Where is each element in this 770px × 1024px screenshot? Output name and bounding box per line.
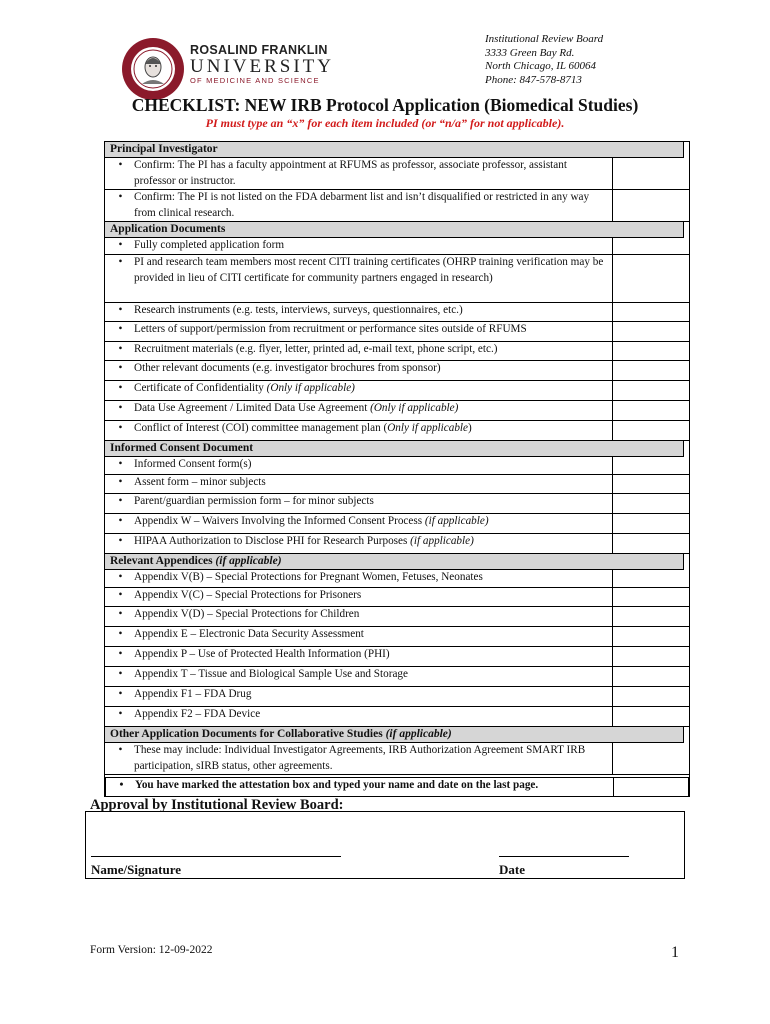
bullet-icon: • <box>118 304 123 316</box>
bullet-icon: • <box>118 744 123 756</box>
checkbox-cell[interactable] <box>613 475 685 493</box>
item-text <box>134 707 612 726</box>
bullet-icon: • <box>118 382 123 394</box>
checklist-item <box>105 743 613 774</box>
item-label: Appendix V(D) – Special Protections for Children <box>134 608 360 620</box>
item-note: Only if applicable <box>387 422 468 434</box>
attestation-text: You have marked the attestation box and typed your name and date on the last page. <box>135 779 539 791</box>
checklist-item <box>105 401 613 420</box>
checklist-row <box>105 743 689 775</box>
checkbox-cell[interactable] <box>613 570 685 587</box>
checkbox-cell[interactable] <box>613 190 685 221</box>
checklist-item <box>105 534 613 553</box>
item-text <box>134 534 612 553</box>
checklist-item <box>105 707 613 726</box>
checklist-row <box>105 475 689 494</box>
attestation-checkbox[interactable] <box>614 778 686 796</box>
checkbox-cell[interactable] <box>613 342 685 360</box>
checkbox-cell[interactable] <box>613 158 685 189</box>
checklist-row <box>105 514 689 534</box>
checklist-row <box>105 647 689 667</box>
section-header-text: Application Documents <box>110 223 226 235</box>
bullet-icon: • <box>118 343 123 355</box>
section-header-informed-consent-document <box>105 441 684 457</box>
item-label: Appendix V(C) – Special Protections for Prisoners <box>134 589 362 601</box>
checklist-row <box>105 401 689 421</box>
checklist-item <box>105 570 613 587</box>
checkbox-cell[interactable] <box>613 401 685 420</box>
address-line-3: North Chicago, IL 60064 <box>485 60 597 72</box>
checkbox-cell[interactable] <box>613 514 685 533</box>
item-text <box>134 647 612 666</box>
checklist-row <box>105 707 689 727</box>
item-text <box>134 607 612 626</box>
item-text <box>134 687 612 706</box>
checklist-item <box>105 627 613 646</box>
checklist-row <box>105 534 689 554</box>
item-text <box>134 667 612 686</box>
approval-box <box>85 811 685 879</box>
name-signature-label: Name/Signature <box>91 862 182 877</box>
item-text <box>134 570 612 587</box>
checklist-row <box>105 342 689 361</box>
university-logo <box>120 36 334 98</box>
checklist-item <box>105 238 613 254</box>
bullet-icon: • <box>118 159 123 171</box>
item-label: Assent form – minor subjects <box>134 476 266 488</box>
approval-heading: Approval by Institutional Review Board: <box>90 797 344 813</box>
checklist-item <box>105 421 613 440</box>
item-text <box>134 381 612 400</box>
item-text <box>134 421 612 440</box>
checkbox-cell[interactable] <box>613 361 685 380</box>
item-text <box>134 457 612 474</box>
checklist-item <box>105 607 613 626</box>
item-label: Appendix E – Electronic Data Security Assessment <box>134 628 364 640</box>
item-text <box>134 303 612 321</box>
item-label: Parent/guardian permission form – for minor subjects <box>134 495 374 507</box>
checklist-item <box>105 494 613 513</box>
item-text <box>134 514 612 533</box>
logo-university-line: UNIVERSITY <box>190 56 334 77</box>
university-seal-icon <box>120 36 186 102</box>
checkbox-cell[interactable] <box>613 647 685 666</box>
checklist-row <box>105 687 689 707</box>
item-text <box>134 743 612 774</box>
checklist-row <box>105 421 689 441</box>
item-text <box>134 238 612 254</box>
bullet-icon: • <box>118 535 123 547</box>
checkbox-cell[interactable] <box>613 607 685 626</box>
item-note: (Only if applicable) <box>370 402 459 414</box>
section-header-text: Relevant Appendices <box>110 555 216 567</box>
bullet-icon: • <box>118 239 123 251</box>
item-note: (Only if applicable) <box>266 382 355 394</box>
address-line-1: Institutional Review Board <box>485 33 604 45</box>
item-label: Fully completed application form <box>134 239 285 251</box>
checklist-item <box>105 647 613 666</box>
checklist-row <box>105 667 689 687</box>
checkbox-cell[interactable] <box>613 667 685 686</box>
bullet-icon: • <box>118 402 123 414</box>
bullet-icon: • <box>118 571 123 583</box>
item-label: Recruitment materials (e.g. flyer, letter, printed ad, e-mail text, phone script, etc.) <box>134 343 498 355</box>
section-header-text: Principal Investigator <box>110 143 218 155</box>
item-text <box>134 255 612 302</box>
checklist-item <box>105 667 613 686</box>
checklist-table <box>104 141 690 797</box>
item-label: Appendix T – Tissue and Biological Sample Use and Storage <box>134 668 408 680</box>
section-header-note: (if applicable) <box>385 728 452 740</box>
checkbox-cell[interactable] <box>613 457 685 474</box>
item-label: Data Use Agreement / Limited Data Use Agreement <box>134 402 371 414</box>
bullet-icon: • <box>118 191 123 203</box>
checklist-row <box>105 570 689 588</box>
bullet-icon: • <box>118 708 123 720</box>
bullet-icon: • <box>118 515 123 527</box>
checklist-item <box>105 190 613 221</box>
checkbox-cell[interactable] <box>613 421 685 440</box>
irb-address <box>485 33 603 87</box>
instruction-subtitle: PI must type an “x” for each item included (or “n/a” for not applicable). <box>205 116 565 130</box>
address-line-2: 3333 Green Bay Rd. <box>485 46 575 59</box>
checkbox-cell[interactable] <box>613 627 685 646</box>
checklist-item <box>106 778 614 796</box>
item-note: (if applicable) <box>424 515 489 527</box>
bullet-icon: • <box>118 589 123 601</box>
item-label: Confirm: The PI has a faculty appointment at RFUMS as professor, associate professor, assistant professor or instructor. <box>134 159 567 187</box>
checklist-row <box>105 361 689 381</box>
item-label: Conflict of Interest (COI) committee management plan ( <box>134 422 388 434</box>
checklist-row <box>105 627 689 647</box>
item-text <box>134 494 612 513</box>
item-label: Appendix V(B) – Special Protections for Pregnant Women, Fetuses, Neonates <box>134 571 483 583</box>
bullet-icon: • <box>118 323 123 335</box>
bullet-icon: • <box>118 256 123 268</box>
bullet-icon: • <box>118 668 123 680</box>
checklist-row <box>105 158 689 190</box>
bullet-icon: • <box>118 648 123 660</box>
checkbox-cell[interactable] <box>613 588 685 606</box>
checklist-row <box>105 190 689 222</box>
checkbox-cell[interactable] <box>613 687 685 706</box>
item-label: Certificate of Confidentiality <box>134 382 267 394</box>
bullet-icon: • <box>118 688 123 700</box>
item-text <box>134 158 612 189</box>
logo-name-line: ROSALIND FRANKLIN <box>190 43 328 57</box>
checklist-row <box>105 238 689 255</box>
page-title: CHECKLIST: NEW IRB Protocol Application (Biomedical Studies) <box>131 95 639 115</box>
checkbox-cell[interactable] <box>613 743 685 774</box>
address-line-4: Phone: 847-578-8713 <box>485 73 582 86</box>
item-label: HIPAA Authorization to Disclose PHI for Research Purposes <box>134 535 411 547</box>
checklist-row <box>105 303 689 322</box>
checkbox-cell[interactable] <box>613 322 685 341</box>
section-header-other-application-documents-for-collaborative-studies <box>105 727 684 743</box>
section-header-relevant-appendices <box>105 554 684 570</box>
item-label: Research instruments (e.g. tests, interviews, surveys, questionnaires, etc.) <box>134 304 463 316</box>
item-label: These may include: Individual Investigator Agreements, IRB Authorization Agreement SMART IRB participation, sIRB status, other agreements. <box>134 744 586 772</box>
item-label: PI and research team members most recent CITI training certificates (OHRP training verification may be provided in lieu of CITI certificate for community partners engaged in research) <box>134 256 604 284</box>
item-text <box>134 475 612 493</box>
checkbox-cell[interactable] <box>613 534 685 553</box>
item-text <box>134 322 612 341</box>
logo-tagline: OF MEDICINE AND SCIENCE <box>190 76 320 85</box>
attestation-row <box>105 777 689 796</box>
bullet-icon: • <box>118 628 123 640</box>
checklist-item <box>105 687 613 706</box>
item-label: Appendix W – Waivers Involving the Informed Consent Process <box>134 515 425 527</box>
checklist-row <box>105 255 689 303</box>
item-text <box>134 401 612 420</box>
bullet-icon: • <box>118 495 123 507</box>
section-header-text: Informed Consent Document <box>110 442 254 454</box>
checklist-row <box>105 322 689 342</box>
section-header-principal-investigator <box>105 142 684 158</box>
checklist-item <box>105 361 613 380</box>
bullet-icon: • <box>118 476 123 488</box>
checklist-item <box>105 303 613 321</box>
item-text <box>134 361 612 380</box>
item-label: Other relevant documents (e.g. investigator brochures from sponsor) <box>134 362 441 374</box>
item-label: Informed Consent form(s) <box>134 458 252 470</box>
bullet-icon: • <box>118 362 123 374</box>
item-label: Letters of support/permission from recruitment or performance sites outside of RFUMS <box>134 323 527 335</box>
bullet-icon: • <box>118 422 123 434</box>
checklist-row <box>105 588 689 607</box>
checklist-item <box>105 514 613 533</box>
checklist-item <box>105 342 613 360</box>
item-label: Confirm: The PI is not listed on the FDA debarment list and isn’t disqualified or restricted in any way from clinical research. <box>134 191 590 219</box>
checklist-item <box>105 255 613 302</box>
checkbox-cell[interactable] <box>613 707 685 726</box>
section-header-text: Other Application Documents for Collaborative Studies <box>110 728 386 740</box>
item-tail: ) <box>468 422 472 434</box>
checklist-item <box>105 588 613 606</box>
checkbox-cell[interactable] <box>613 303 685 321</box>
checkbox-cell[interactable] <box>613 255 685 302</box>
checklist-row <box>105 494 689 514</box>
bullet-icon: • <box>119 779 124 791</box>
item-text <box>134 342 612 360</box>
item-label: Appendix F2 – FDA Device <box>134 708 261 720</box>
checkbox-cell[interactable] <box>613 494 685 513</box>
item-text <box>134 588 612 606</box>
bullet-icon: • <box>118 458 123 470</box>
checklist-item <box>105 457 613 474</box>
checklist-item <box>105 381 613 400</box>
date-label: Date <box>499 862 525 877</box>
date-line[interactable] <box>499 856 629 857</box>
signature-line[interactable] <box>91 856 341 857</box>
checklist-item <box>105 322 613 341</box>
checklist-row <box>105 457 689 475</box>
bullet-icon: • <box>118 608 123 620</box>
section-header-note: (if applicable) <box>215 555 282 567</box>
checkbox-cell[interactable] <box>613 381 685 400</box>
section-header-application-documents <box>105 222 684 238</box>
checklist-item <box>105 475 613 493</box>
checklist-row <box>105 381 689 401</box>
item-text <box>134 190 612 221</box>
form-version: Form Version: 12-09-2022 <box>90 944 213 956</box>
item-text <box>134 627 612 646</box>
page-number: 1 <box>671 944 679 961</box>
item-note: (if applicable) <box>410 535 474 547</box>
item-label: Appendix P – Use of Protected Health Information (PHI) <box>134 648 390 660</box>
item-label: Appendix F1 – FDA Drug <box>134 688 252 700</box>
checklist-item <box>105 158 613 189</box>
checkbox-cell[interactable] <box>613 238 685 254</box>
checklist-row <box>105 607 689 627</box>
